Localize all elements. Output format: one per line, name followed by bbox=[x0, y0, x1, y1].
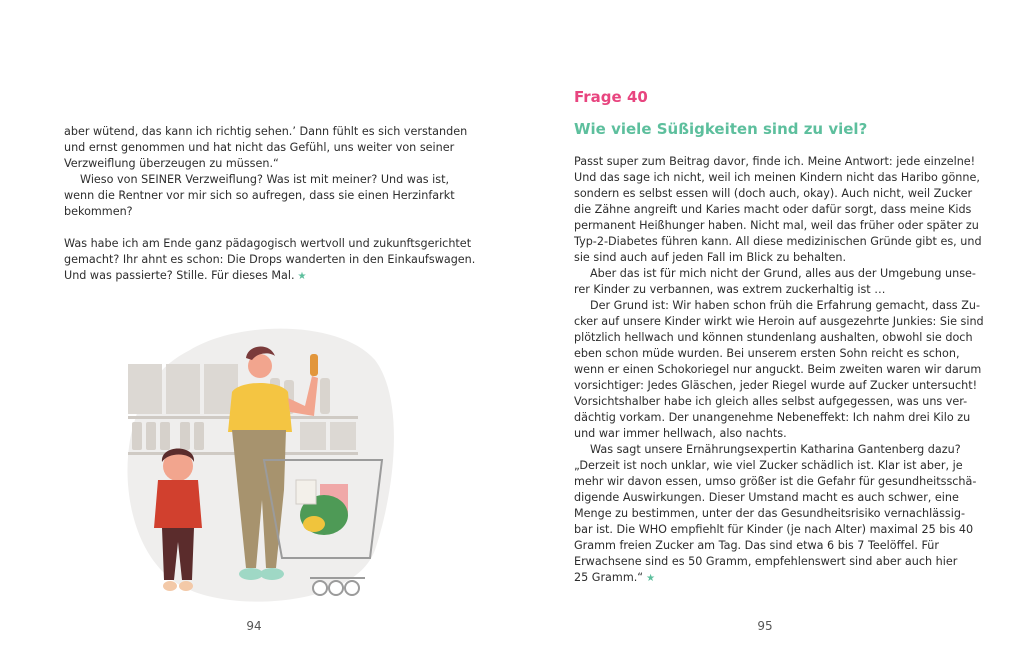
right-page bbox=[510, 0, 1020, 669]
text-line: Was habe ich am Ende ganz pädagogisch wertvoll und zukunftsgerichtet bbox=[64, 237, 472, 250]
text-line: Typ-2-Diabetes führen kann. All diese medizinischen Gründe gibt es, und bbox=[574, 235, 982, 248]
text-line: wenn er einen Schokoriegel nur anguckt. Beim zweiten waren wir darum bbox=[574, 363, 982, 376]
text-line: aber wütend, das kann ich richtig sehen.’ Dann fühlt es sich verstanden bbox=[64, 125, 468, 138]
text-line: Menge zu bestimmen, unter der das Gesundheitsrisiko vernachlässig- bbox=[574, 507, 966, 520]
text-line: mehr wir davon essen, umso größer ist die Gefahr für gesundheitsschä- bbox=[574, 475, 977, 488]
text-line: Gramm freien Zucker am Tag. Das sind etwa 6 bis 7 Teelöffel. Für bbox=[574, 539, 939, 552]
text-line: Vorsichtshalber habe ich gleich alles selbst aufgegessen, was uns ver- bbox=[574, 395, 968, 408]
text-line: und ernst genommen und hat nicht das Gefühl, uns weiter von seiner bbox=[64, 141, 455, 154]
text-line: bar ist. Die WHO empfiehlt für Kinder (je nach Alter) maximal 25 bis 40 bbox=[574, 523, 974, 536]
text-line: und war immer hellwach, also nachts. bbox=[574, 427, 787, 440]
star-icon: ★ bbox=[297, 271, 307, 282]
text-line: plötzlich hellwach und können stundenlang aushalten, obwohl sie doch bbox=[574, 331, 973, 344]
text-line: vorsichtiger: Jedes Gläschen, jeder Riegel wurde auf Zucker untersucht! bbox=[574, 379, 978, 392]
text-line: Wieso von SEINER Verzweiflung? Was ist mit meiner? Und was ist, bbox=[80, 173, 450, 186]
text-line: digende Auswirkungen. Dieser Umstand macht es auch schwer, eine bbox=[574, 491, 959, 504]
text-line: sondern es selbst essen will (doch auch, okay). Auch nicht, weil Zucker bbox=[574, 187, 973, 200]
text-line: die Zähne angreift und Karies macht oder dafür sorgt, dass meine Kids bbox=[574, 203, 972, 216]
text-line: Aber das ist für mich nicht der Grund, alles aus der Umgebung unse- bbox=[590, 267, 976, 280]
text-line: Verzweiflung überzeugen zu müssen.“ bbox=[64, 157, 279, 170]
left-body-text bbox=[64, 124, 476, 285]
text-line: gemacht? Ihr ahnt es schon: Die Drops wanderten in den Einkaufswagen. bbox=[64, 253, 476, 266]
text-line: Passt super zum Beitrag davor, finde ich. Meine Antwort: jede einzelne! bbox=[574, 155, 976, 168]
text-line-with-star bbox=[574, 570, 966, 587]
text-line: 25 Gramm.“ bbox=[574, 571, 644, 584]
text-line: „Derzeit ist noch unklar, wie viel Zucker schädlich ist. Klar ist aber, je bbox=[574, 459, 963, 472]
text-line: bekommen? bbox=[64, 205, 133, 218]
text-line: Erwachsene sind es 50 Gramm, empfehlenswert sind aber auch hier bbox=[574, 555, 958, 568]
text-line: Und was passierte? Stille. Für dieses Mal. bbox=[64, 269, 295, 282]
shopping-illustration bbox=[120, 320, 400, 610]
right-body-text bbox=[574, 154, 984, 587]
text-line: eben schon müde wurden. Bei unserem ersten Sohn reicht es schon, bbox=[574, 347, 960, 360]
text-line: permanent Heißhunger haben. Nicht mal, weil das früher oder später zu bbox=[574, 219, 979, 232]
text-line-with-star bbox=[64, 268, 456, 285]
text-line: Was sagt unsere Ernährungsexpertin Katharina Gantenberg dazu? bbox=[590, 443, 961, 456]
page-number: 94 bbox=[246, 619, 262, 633]
text-line: wenn die Rentner vor mir sich so aufregen, dass sie einen Herzinfarkt bbox=[64, 189, 455, 202]
text-line: rer Kinder zu verbannen, was extrem zuckerhaltig ist … bbox=[574, 283, 886, 296]
text-line: dächtig vorkam. Der unangenehme Nebeneffekt: Ich nahm drei Kilo zu bbox=[574, 411, 971, 424]
question-headline: Wie viele Süßigkeiten sind zu viel? bbox=[574, 120, 868, 138]
text-line: sie sind auch auf jeden Fall im Blick zu behalten. bbox=[574, 251, 847, 264]
text-line: Der Grund ist: Wir haben schon früh die Erfahrung gemacht, dass Zu- bbox=[590, 299, 980, 312]
page-number: 95 bbox=[757, 619, 773, 633]
text-line: Und das sage ich nicht, weil ich meinen Kindern nicht das Haribo gönne, bbox=[574, 171, 980, 184]
star-icon: ★ bbox=[646, 573, 656, 584]
text-line: cker auf unsere Kinder wirkt wie Heroin auf ausgezehrte Junkies: Sie sind bbox=[574, 315, 984, 328]
question-number: Frage 40 bbox=[574, 88, 648, 106]
